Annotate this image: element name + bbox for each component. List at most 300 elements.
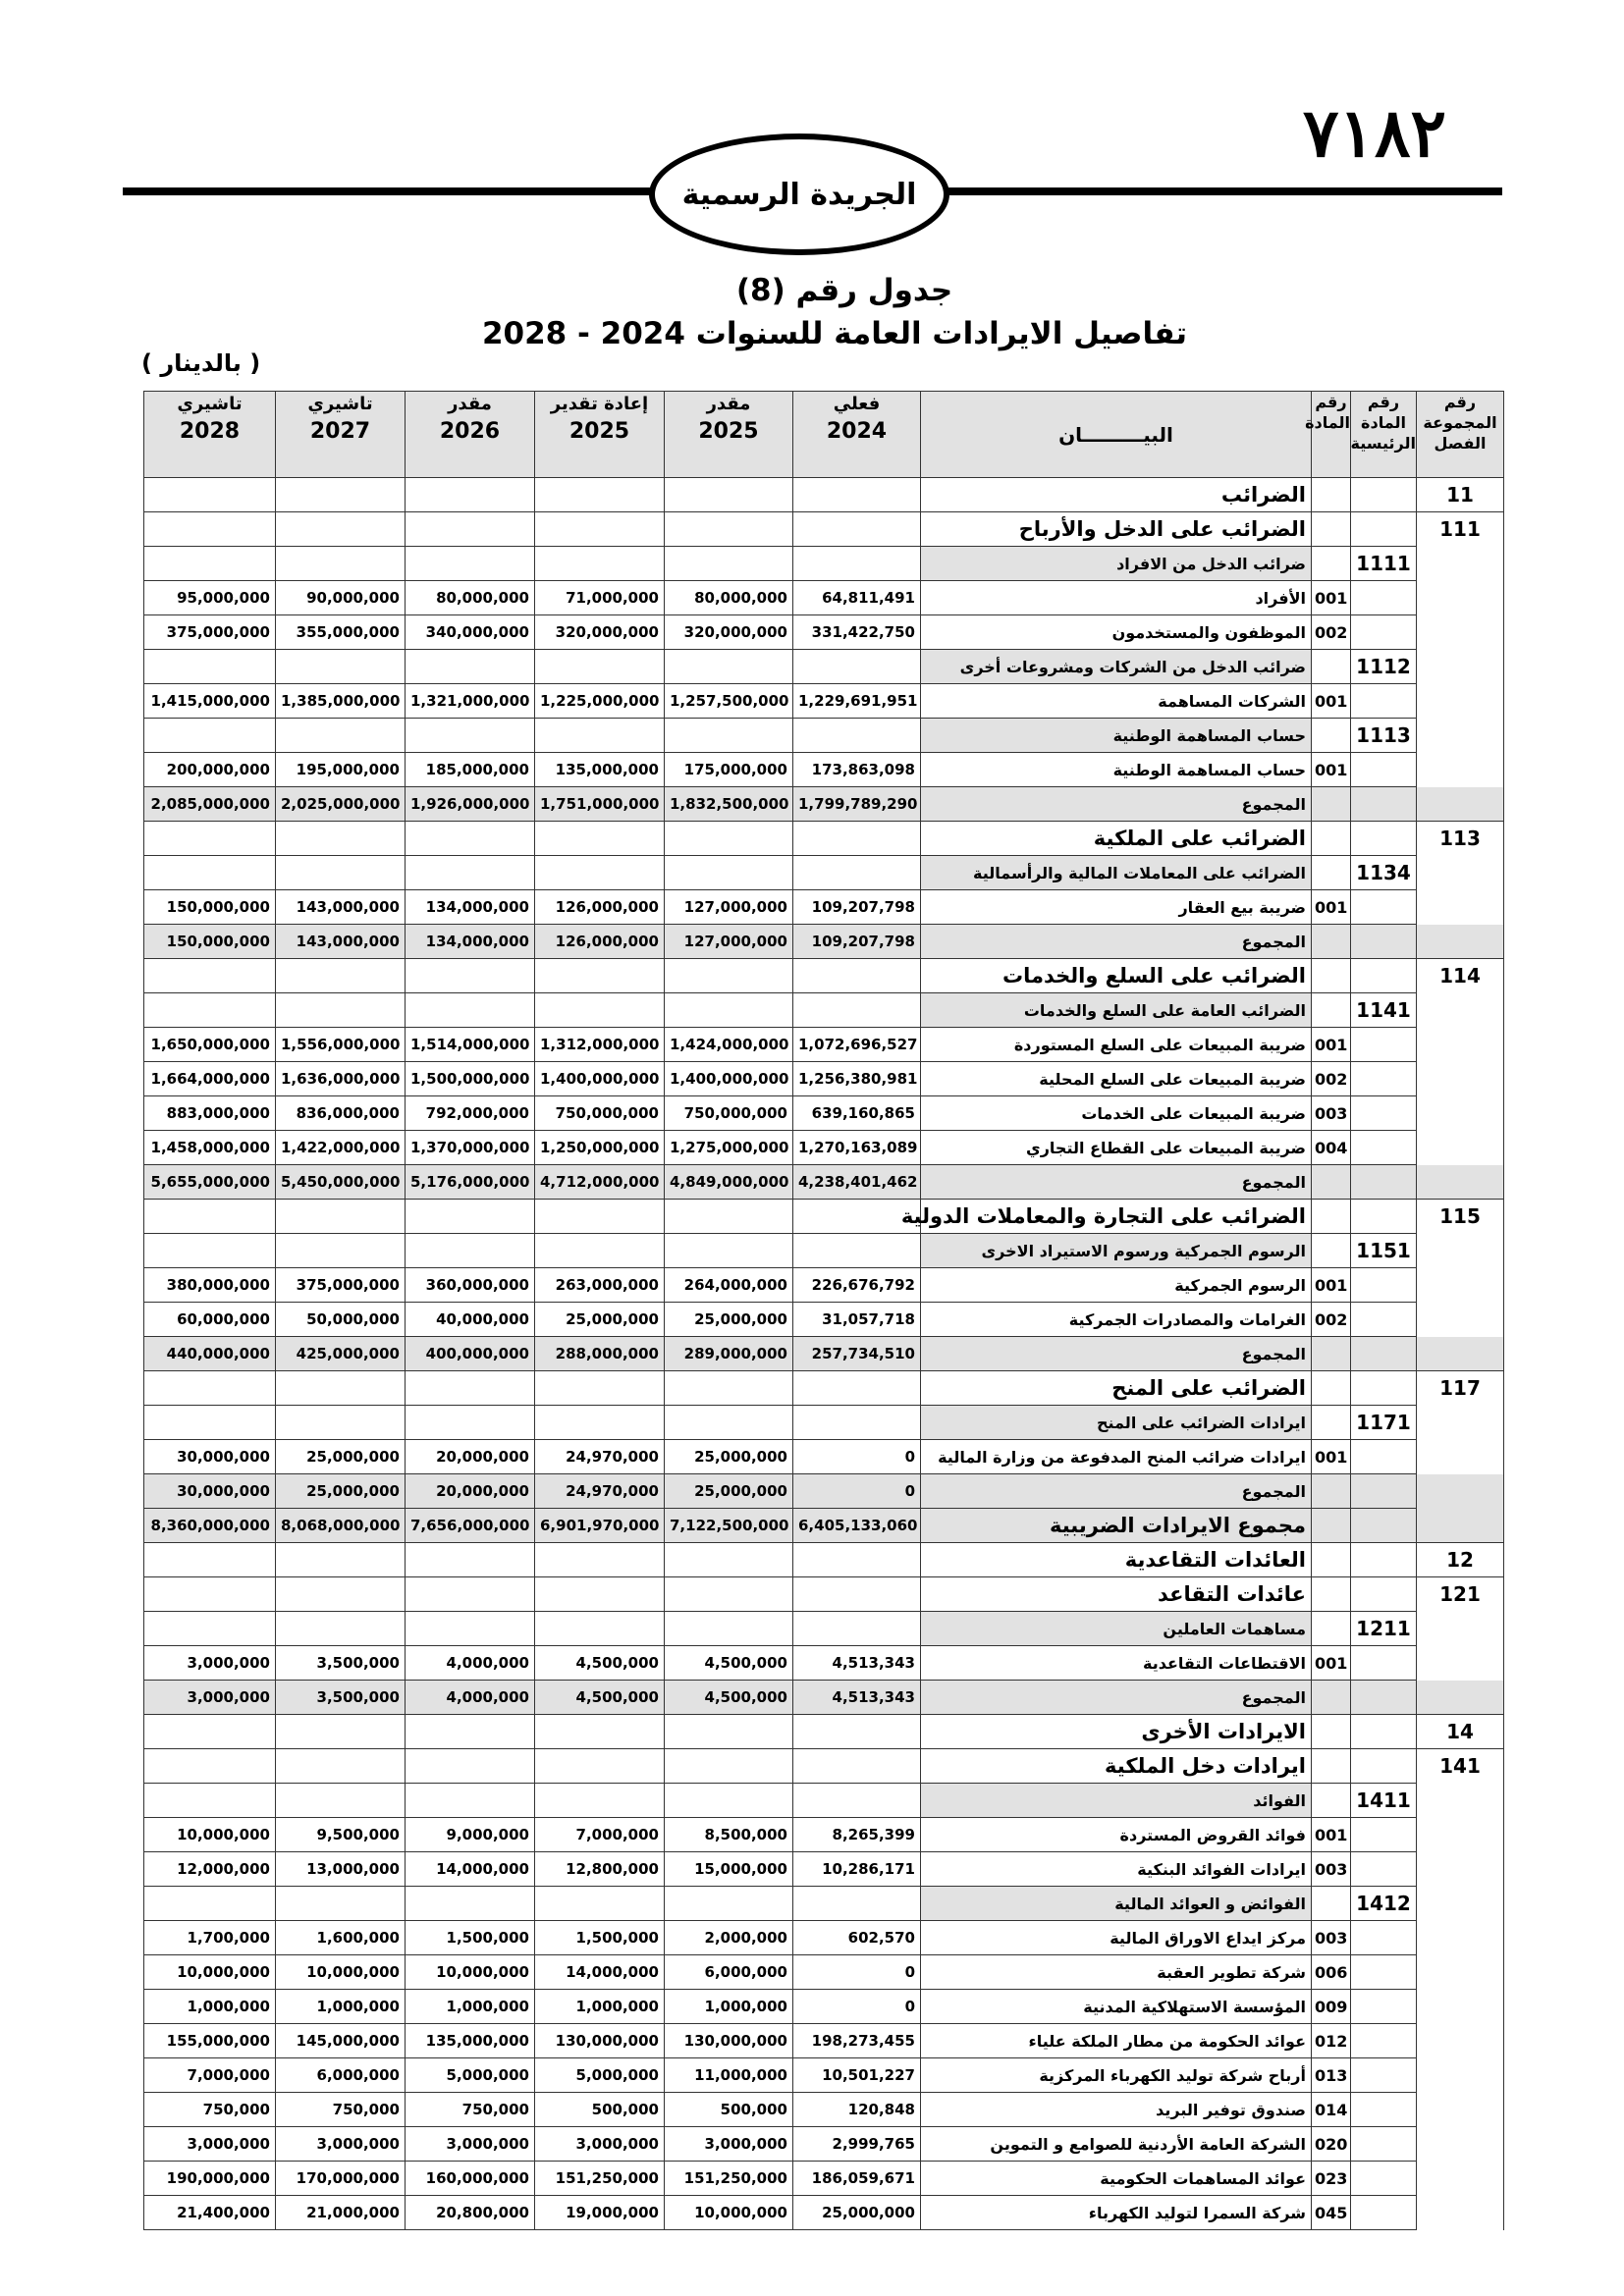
value-cell [276, 993, 406, 1028]
value-cell [665, 478, 793, 512]
section-row [144, 822, 1504, 856]
item-code-cell [1312, 1165, 1351, 1200]
value-cell [793, 1887, 921, 1921]
value-cell: 1,370,000,000 [406, 1131, 535, 1165]
item-code-cell: 020 [1312, 2127, 1351, 2162]
value-cell: 12,800,000 [535, 1852, 665, 1887]
description-cell: ضريبة المبيعات على القطاع التجاري [921, 1131, 1312, 1165]
value-cell: 1,832,500,000 [665, 787, 793, 822]
value-cell: 1,458,000,000 [144, 1131, 276, 1165]
group-cell [1417, 615, 1504, 650]
item-code-cell: 004 [1312, 1131, 1351, 1165]
value-cell [276, 1784, 406, 1818]
main-item-cell: 1412 [1351, 1887, 1417, 1921]
value-cell: 120,848 [793, 2093, 921, 2127]
description-cell: عوائد الحكومة من مطار الملكة علياء [921, 2024, 1312, 2058]
group-cell [1417, 1852, 1504, 1887]
main-item-cell: 1134 [1351, 856, 1417, 890]
value-cell [665, 1234, 793, 1268]
value-cell: 20,800,000 [406, 2196, 535, 2230]
value-cell: 173,863,098 [793, 753, 921, 787]
value-cell [535, 1784, 665, 1818]
value-cell [793, 959, 921, 993]
item-code-cell: 001 [1312, 1440, 1351, 1474]
table-row [144, 1990, 1504, 2024]
value-cell [535, 547, 665, 581]
value-cell [144, 1612, 276, 1646]
value-cell: 602,570 [793, 1921, 921, 1955]
group-cell: 12 [1417, 1543, 1504, 1577]
value-cell: 60,000,000 [144, 1303, 276, 1337]
item-code-cell [1312, 787, 1351, 822]
main-item-cell [1351, 1577, 1417, 1612]
col-header-main-item: رقم المادة الرئيسية [1351, 392, 1417, 478]
main-item-cell: 1112 [1351, 650, 1417, 684]
description-cell: ضريبة المبيعات على الخدمات [921, 1096, 1312, 1131]
section-row [144, 959, 1504, 993]
value-cell: 3,000,000 [144, 1681, 276, 1715]
value-cell: 143,000,000 [276, 925, 406, 959]
value-cell [144, 1887, 276, 1921]
item-code-cell [1312, 1612, 1351, 1646]
main-item-cell [1351, 1028, 1417, 1062]
group-cell [1417, 547, 1504, 581]
value-cell [665, 959, 793, 993]
group-cell [1417, 1681, 1504, 1715]
value-cell [144, 822, 276, 856]
description-cell: ضريبة بيع العقار [921, 890, 1312, 925]
value-cell [793, 1749, 921, 1784]
value-cell: 24,970,000 [535, 1440, 665, 1474]
grand-total-row [144, 1509, 1504, 1543]
value-cell: 25,000,000 [276, 1440, 406, 1474]
table-row [144, 1268, 1504, 1303]
value-cell [406, 512, 535, 547]
value-cell [406, 1612, 535, 1646]
value-cell: 25,000,000 [665, 1474, 793, 1509]
value-cell [665, 856, 793, 890]
description-cell: الضرائب على التجارة والمعاملات الدولية [921, 1200, 1312, 1234]
gazette-oval [649, 133, 949, 255]
main-item-cell [1351, 1440, 1417, 1474]
value-cell: 150,000,000 [144, 890, 276, 925]
value-cell [665, 1577, 793, 1612]
value-cell: 135,000,000 [535, 753, 665, 787]
value-cell: 134,000,000 [406, 890, 535, 925]
description-cell: الضرائب على المنح [921, 1371, 1312, 1406]
value-cell: 130,000,000 [665, 2024, 793, 2058]
table-row [144, 1096, 1504, 1131]
value-cell [665, 1784, 793, 1818]
value-cell: 14,000,000 [406, 1852, 535, 1887]
value-cell: 6,405,133,060 [793, 1509, 921, 1543]
value-cell [276, 512, 406, 547]
value-cell: 151,250,000 [535, 2162, 665, 2196]
description-cell: الاقتطاعات التقاعدية [921, 1646, 1312, 1681]
value-cell [276, 1371, 406, 1406]
table-row [144, 1028, 1504, 1062]
group-cell [1417, 1955, 1504, 1990]
description-cell: أرباح شركة توليد الكهرباء المركزية [921, 2058, 1312, 2093]
value-cell: 1,556,000,000 [276, 1028, 406, 1062]
value-cell: 198,273,455 [793, 2024, 921, 2058]
value-cell [276, 478, 406, 512]
value-cell [406, 719, 535, 753]
value-cell: 90,000,000 [276, 581, 406, 615]
main-item-cell: 1141 [1351, 993, 1417, 1028]
subsection-row [144, 719, 1504, 753]
value-cell [793, 993, 921, 1028]
table-row [144, 581, 1504, 615]
description-cell: فوائد القروض المستردة [921, 1818, 1312, 1852]
item-code-cell [1312, 993, 1351, 1028]
value-cell: 750,000 [406, 2093, 535, 2127]
value-cell: 185,000,000 [406, 753, 535, 787]
col-header-item: رقم المادة [1312, 392, 1351, 478]
page-number: ٧١٨٢ [1302, 94, 1447, 173]
value-cell [144, 1715, 276, 1749]
main-item-cell: 1171 [1351, 1406, 1417, 1440]
value-cell: 25,000,000 [793, 2196, 921, 2230]
value-cell: 25,000,000 [665, 1303, 793, 1337]
value-cell: 1,229,691,951 [793, 684, 921, 719]
subsection-row [144, 1234, 1504, 1268]
value-cell: 9,000,000 [406, 1818, 535, 1852]
value-cell: 190,000,000 [144, 2162, 276, 2196]
value-cell [144, 856, 276, 890]
value-cell [276, 856, 406, 890]
table-row [144, 1852, 1504, 1887]
group-cell: 115 [1417, 1200, 1504, 1234]
item-code-cell [1312, 1234, 1351, 1268]
value-cell: 320,000,000 [665, 615, 793, 650]
value-cell: 20,000,000 [406, 1440, 535, 1474]
item-code-cell [1312, 478, 1351, 512]
value-cell [793, 547, 921, 581]
group-cell [1417, 1612, 1504, 1646]
item-code-cell [1312, 547, 1351, 581]
value-cell [535, 1234, 665, 1268]
value-cell: 360,000,000 [406, 1268, 535, 1303]
value-cell: 127,000,000 [665, 925, 793, 959]
value-cell [793, 512, 921, 547]
value-cell [406, 1371, 535, 1406]
group-cell [1417, 650, 1504, 684]
value-cell: 1,422,000,000 [276, 1131, 406, 1165]
table-row [144, 1062, 1504, 1096]
item-code-cell [1312, 1474, 1351, 1509]
group-cell [1417, 2024, 1504, 2058]
value-cell [276, 1887, 406, 1921]
value-cell: 24,970,000 [535, 1474, 665, 1509]
item-code-cell: 002 [1312, 1062, 1351, 1096]
value-cell [665, 719, 793, 753]
value-cell: 145,000,000 [276, 2024, 406, 2058]
value-cell [535, 959, 665, 993]
value-cell: 15,000,000 [665, 1852, 793, 1887]
value-cell [535, 856, 665, 890]
description-cell: المجموع [921, 1474, 1312, 1509]
value-cell [535, 478, 665, 512]
description-cell: الضرائب على المعاملات المالية والرأسمالية [921, 856, 1312, 890]
value-cell: 13,000,000 [276, 1852, 406, 1887]
value-cell [144, 1406, 276, 1440]
value-cell: 10,000,000 [665, 2196, 793, 2230]
item-code-cell [1312, 1337, 1351, 1371]
value-cell: 11,000,000 [665, 2058, 793, 2093]
main-item-cell [1351, 925, 1417, 959]
table-row [144, 2162, 1504, 2196]
section-row [144, 1200, 1504, 1234]
value-cell [144, 959, 276, 993]
table-row [144, 2093, 1504, 2127]
group-cell [1417, 1474, 1504, 1509]
section-row [144, 478, 1504, 512]
group-cell [1417, 719, 1504, 753]
description-cell: حساب المساهمة الوطنية [921, 753, 1312, 787]
item-code-cell: 006 [1312, 1955, 1351, 1990]
value-cell [665, 822, 793, 856]
col-header-group: رقم المجموعة الفصل [1417, 392, 1504, 478]
group-cell [1417, 2058, 1504, 2093]
item-code-cell: 001 [1312, 1818, 1351, 1852]
value-cell [535, 1406, 665, 1440]
description-cell: الرسوم الجمركية ورسوم الاستيراد الاخرى [921, 1234, 1312, 1268]
item-code-cell [1312, 959, 1351, 993]
item-code-cell [1312, 1784, 1351, 1818]
value-cell: 80,000,000 [406, 581, 535, 615]
value-cell: 1,415,000,000 [144, 684, 276, 719]
description-cell: الرسوم الجمركية [921, 1268, 1312, 1303]
value-cell [535, 1715, 665, 1749]
table-row [144, 753, 1504, 787]
value-cell [793, 1784, 921, 1818]
group-cell [1417, 1062, 1504, 1096]
group-cell [1417, 1131, 1504, 1165]
table-number: جدول رقم (8) [735, 273, 953, 308]
group-cell [1417, 753, 1504, 787]
value-cell: 1,000,000 [535, 1990, 665, 2024]
main-item-cell [1351, 1749, 1417, 1784]
main-item-cell [1351, 2127, 1417, 2162]
value-cell: 883,000,000 [144, 1096, 276, 1131]
col-header-2024-actual: فعلي 2024 [793, 392, 921, 478]
value-cell: 1,312,000,000 [535, 1028, 665, 1062]
main-item-cell [1351, 2093, 1417, 2127]
subsection-row [144, 650, 1504, 684]
item-code-cell [1312, 1509, 1351, 1543]
description-cell: مساهمات العاملين [921, 1612, 1312, 1646]
item-code-cell: 003 [1312, 1096, 1351, 1131]
value-cell: 375,000,000 [276, 1268, 406, 1303]
value-cell [406, 547, 535, 581]
item-code-cell [1312, 1887, 1351, 1921]
subsection-row [144, 547, 1504, 581]
value-cell: 150,000,000 [144, 925, 276, 959]
value-cell: 1,751,000,000 [535, 787, 665, 822]
value-cell [665, 1406, 793, 1440]
value-cell: 50,000,000 [276, 1303, 406, 1337]
group-cell [1417, 1096, 1504, 1131]
value-cell: 1,000,000 [406, 1990, 535, 2024]
value-cell: 1,257,500,000 [665, 684, 793, 719]
main-item-cell [1351, 1096, 1417, 1131]
value-cell [793, 478, 921, 512]
value-cell [406, 1577, 535, 1612]
group-cell: 117 [1417, 1371, 1504, 1406]
value-cell [276, 547, 406, 581]
value-cell [144, 1749, 276, 1784]
value-cell: 30,000,000 [144, 1440, 276, 1474]
main-item-cell [1351, 1646, 1417, 1681]
table-row [144, 1131, 1504, 1165]
value-cell [406, 478, 535, 512]
value-cell: 1,400,000,000 [535, 1062, 665, 1096]
value-cell: 1,400,000,000 [665, 1062, 793, 1096]
value-cell [535, 1887, 665, 1921]
value-cell: 1,650,000,000 [144, 1028, 276, 1062]
main-item-cell [1351, 581, 1417, 615]
subsection-row [144, 1784, 1504, 1818]
value-cell: 71,000,000 [535, 581, 665, 615]
group-cell [1417, 1028, 1504, 1062]
main-item-cell [1351, 1681, 1417, 1715]
value-cell: 130,000,000 [535, 2024, 665, 2058]
value-cell: 6,901,970,000 [535, 1509, 665, 1543]
description-cell: المجموع [921, 1337, 1312, 1371]
table-row [144, 684, 1504, 719]
value-cell: 7,122,500,000 [665, 1509, 793, 1543]
value-cell: 3,500,000 [276, 1646, 406, 1681]
section-row [144, 1543, 1504, 1577]
value-cell: 331,422,750 [793, 615, 921, 650]
value-cell: 264,000,000 [665, 1268, 793, 1303]
total-row [144, 1165, 1504, 1200]
value-cell: 4,513,343 [793, 1646, 921, 1681]
value-cell [665, 1887, 793, 1921]
group-cell [1417, 1509, 1504, 1543]
item-code-cell [1312, 719, 1351, 753]
col-header-2025-estimate: مقدر 2025 [665, 392, 793, 478]
description-cell: المجموع [921, 787, 1312, 822]
value-cell: 3,000,000 [406, 2127, 535, 2162]
value-cell [276, 1577, 406, 1612]
value-cell: 10,000,000 [406, 1955, 535, 1990]
value-cell: 340,000,000 [406, 615, 535, 650]
value-cell: 9,500,000 [276, 1818, 406, 1852]
section-row [144, 1749, 1504, 1784]
description-cell: الضرائب على الملكية [921, 822, 1312, 856]
value-cell: 10,286,171 [793, 1852, 921, 1887]
description-cell: المجموع [921, 1165, 1312, 1200]
main-item-cell: 1111 [1351, 547, 1417, 581]
group-cell [1417, 2127, 1504, 2162]
group-cell [1417, 1303, 1504, 1337]
total-row [144, 1474, 1504, 1509]
value-cell: 1,600,000 [276, 1921, 406, 1955]
group-cell [1417, 1268, 1504, 1303]
value-cell: 3,000,000 [144, 1646, 276, 1681]
col-header-2027: تاشيري 2027 [276, 392, 406, 478]
value-cell [276, 1234, 406, 1268]
value-cell: 160,000,000 [406, 2162, 535, 2196]
value-cell: 1,664,000,000 [144, 1062, 276, 1096]
value-cell: 127,000,000 [665, 890, 793, 925]
value-cell: 355,000,000 [276, 615, 406, 650]
main-item-cell [1351, 1509, 1417, 1543]
description-cell: الضرائب العامة على السلع والخدمات [921, 993, 1312, 1028]
main-item-cell [1351, 1337, 1417, 1371]
value-cell: 375,000,000 [144, 615, 276, 650]
group-cell [1417, 684, 1504, 719]
col-header-2025-reestimate: إعادة تقدير 2025 [535, 392, 665, 478]
subsection-row [144, 1612, 1504, 1646]
description-cell: الايرادات الأخرى [921, 1715, 1312, 1749]
description-cell: الشركات المساهمة [921, 684, 1312, 719]
value-cell: 40,000,000 [406, 1303, 535, 1337]
value-cell: 1,926,000,000 [406, 787, 535, 822]
value-cell: 1,424,000,000 [665, 1028, 793, 1062]
item-code-cell [1312, 925, 1351, 959]
value-cell [665, 1749, 793, 1784]
value-cell: 1,500,000 [406, 1921, 535, 1955]
value-cell: 257,734,510 [793, 1337, 921, 1371]
value-cell: 1,270,163,089 [793, 1131, 921, 1165]
value-cell [665, 1715, 793, 1749]
table-row [144, 890, 1504, 925]
main-item-cell [1351, 1852, 1417, 1887]
total-row [144, 1681, 1504, 1715]
value-cell [535, 993, 665, 1028]
group-cell [1417, 1784, 1504, 1818]
value-cell [535, 1543, 665, 1577]
group-cell: 114 [1417, 959, 1504, 993]
value-cell: 4,500,000 [535, 1646, 665, 1681]
group-cell [1417, 1921, 1504, 1955]
value-cell: 4,000,000 [406, 1646, 535, 1681]
value-cell: 7,000,000 [144, 2058, 276, 2093]
group-cell [1417, 787, 1504, 822]
main-item-cell [1351, 1062, 1417, 1096]
value-cell: 19,000,000 [535, 2196, 665, 2230]
value-cell: 170,000,000 [276, 2162, 406, 2196]
value-cell: 5,655,000,000 [144, 1165, 276, 1200]
value-cell: 380,000,000 [144, 1268, 276, 1303]
description-cell: ضرائب الدخل من الشركات ومشروعات أخرى [921, 650, 1312, 684]
description-cell: المجموع [921, 925, 1312, 959]
item-code-cell [1312, 822, 1351, 856]
description-cell: ايرادات الضرائب على المنح [921, 1406, 1312, 1440]
value-cell: 5,176,000,000 [406, 1165, 535, 1200]
value-cell [406, 822, 535, 856]
item-code-cell [1312, 1681, 1351, 1715]
main-item-cell [1351, 1818, 1417, 1852]
group-cell [1417, 1165, 1504, 1200]
item-code-cell: 002 [1312, 615, 1351, 650]
value-cell: 30,000,000 [144, 1474, 276, 1509]
value-cell [406, 650, 535, 684]
main-item-cell [1351, 1921, 1417, 1955]
description-cell: ايرادات دخل الملكية [921, 1749, 1312, 1784]
value-cell [144, 512, 276, 547]
table-row [144, 2196, 1504, 2230]
value-cell [406, 1234, 535, 1268]
item-code-cell [1312, 1371, 1351, 1406]
group-cell [1417, 993, 1504, 1028]
item-code-cell: 001 [1312, 890, 1351, 925]
value-cell: 836,000,000 [276, 1096, 406, 1131]
value-cell: 155,000,000 [144, 2024, 276, 2058]
